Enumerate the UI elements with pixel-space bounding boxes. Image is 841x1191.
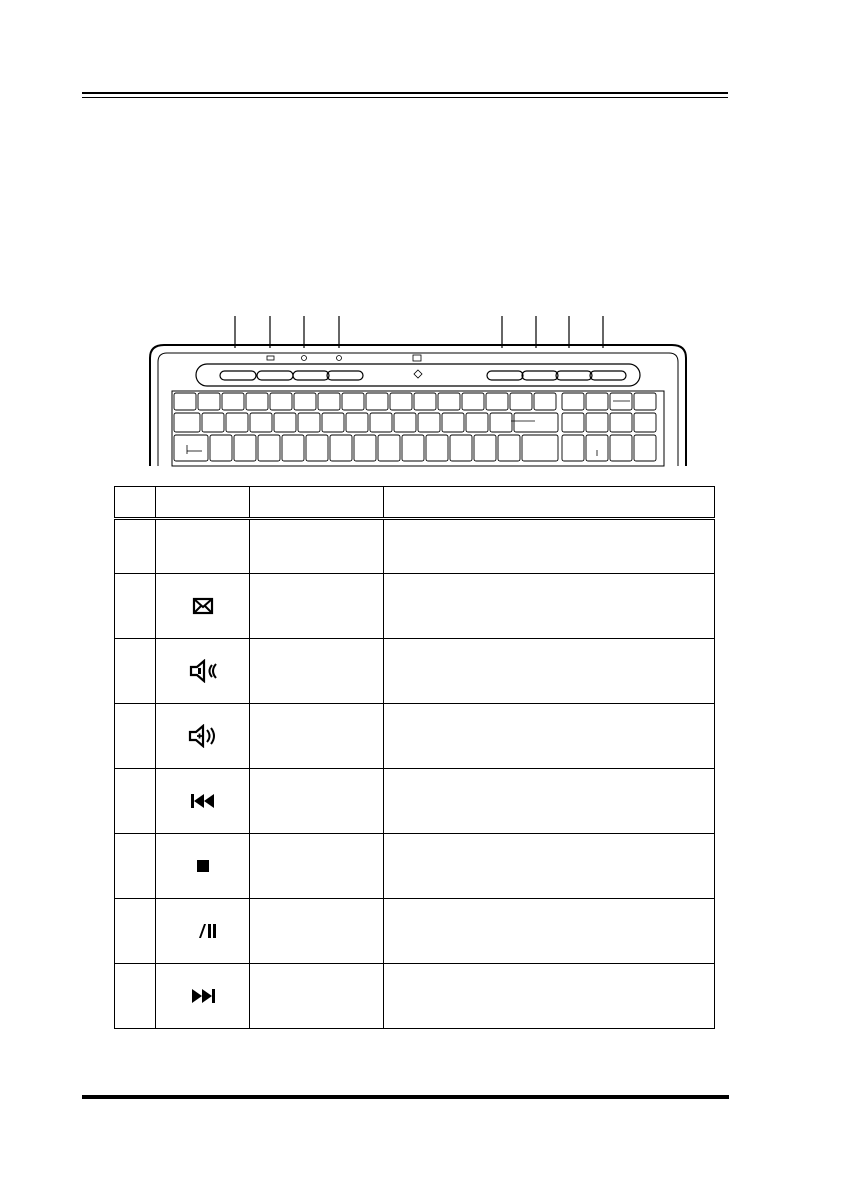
row-description — [384, 769, 715, 834]
media-button — [556, 371, 592, 380]
media-button — [220, 371, 256, 380]
volume-up-icon — [185, 724, 221, 748]
previous-track-icon — [185, 789, 221, 813]
row-description — [384, 704, 715, 769]
row-icon-cell — [156, 519, 250, 574]
power-indicator — [414, 370, 422, 378]
footer-rule — [82, 1095, 729, 1099]
row-name — [250, 964, 384, 1029]
row-number — [115, 964, 156, 1029]
row-number — [115, 834, 156, 899]
row-description — [384, 834, 715, 899]
row-icon-cell — [156, 899, 250, 964]
row-name — [250, 704, 384, 769]
row-description — [384, 899, 715, 964]
media-button — [487, 371, 523, 380]
volume-down-mini-icon — [302, 356, 307, 361]
row-name — [250, 574, 384, 639]
header-icon — [156, 487, 250, 519]
row-icon-cell — [156, 769, 250, 834]
play-pause-icon — [185, 919, 221, 943]
table-row — [115, 639, 715, 704]
row-icon-cell — [156, 574, 250, 639]
volume-up-mini-icon — [337, 356, 342, 361]
row-number — [115, 639, 156, 704]
row-number — [115, 704, 156, 769]
keyboard-figure — [0, 0, 841, 480]
table-row — [115, 964, 715, 1029]
media-button — [327, 371, 363, 380]
row-icon-cell — [156, 834, 250, 899]
header-no — [115, 487, 156, 519]
media-button — [293, 371, 329, 380]
row-number — [115, 769, 156, 834]
battery-mini-icon — [413, 355, 421, 361]
table-row — [115, 519, 715, 574]
media-button — [522, 371, 558, 380]
volume-down-icon — [185, 659, 221, 683]
row-description — [384, 964, 715, 1029]
laptop-chassis — [150, 345, 686, 466]
key-grid — [174, 393, 656, 461]
table-row — [115, 834, 715, 899]
table-header-row — [115, 487, 715, 519]
row-name — [250, 519, 384, 574]
row-icon-cell — [156, 704, 250, 769]
header-name — [250, 487, 384, 519]
row-icon-cell — [156, 964, 250, 1029]
row-name — [250, 639, 384, 704]
row-name — [250, 834, 384, 899]
mail-mini-icon — [267, 356, 274, 360]
media-button — [590, 371, 626, 380]
row-description — [384, 574, 715, 639]
next-track-icon — [185, 984, 221, 1008]
stop-icon — [185, 854, 221, 878]
table-row — [115, 899, 715, 964]
row-name — [250, 769, 384, 834]
row-description — [384, 519, 715, 574]
email-icon — [185, 594, 221, 618]
row-number — [115, 899, 156, 964]
table-row — [115, 574, 715, 639]
row-description — [384, 639, 715, 704]
row-name — [250, 899, 384, 964]
media-keys-table — [114, 486, 715, 1029]
table-row — [115, 704, 715, 769]
row-icon-cell — [156, 639, 250, 704]
header-description — [384, 487, 715, 519]
media-button-strip — [196, 364, 640, 386]
media-button — [257, 371, 293, 380]
row-number — [115, 574, 156, 639]
table-row — [115, 769, 715, 834]
row-number — [115, 519, 156, 574]
